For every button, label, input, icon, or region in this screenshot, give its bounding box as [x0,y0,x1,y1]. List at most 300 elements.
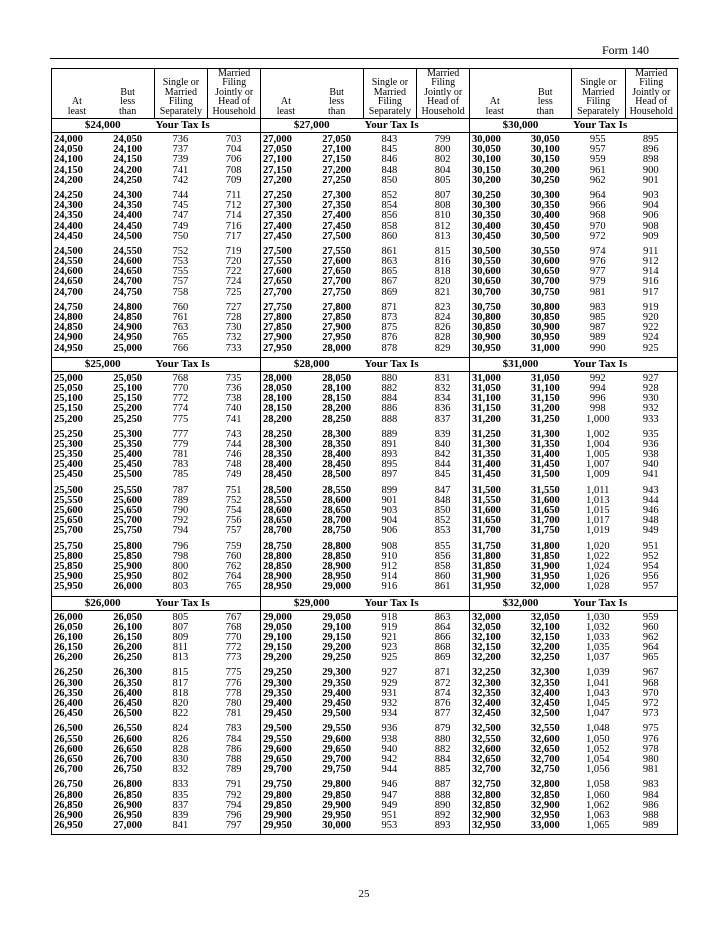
row-group [470,301,677,357]
but-less-than-value: 25,800 [113,540,143,552]
table-row [470,288,677,298]
joint-tax-value: 749 [225,469,242,481]
at-least-value: 27,900 [263,332,292,344]
joint-tax-value: 973 [642,708,659,720]
but-less-than-value: 31,350 [530,438,560,450]
joint-tax-value: 812 [434,220,451,232]
header-but-less-than: But less than [536,86,554,117]
but-less-than-value: 25,900 [113,560,143,572]
but-less-than-value: 26,750 [113,764,143,776]
at-least-value: 25,750 [54,540,83,552]
row-group [261,245,469,301]
at-least-value: 24,100 [54,154,83,166]
joint-tax-value: 876 [434,698,451,709]
but-less-than-value: 29,600 [322,733,352,745]
header-married-jointly-or-head: Married Filing Jointly or Head of Household [416,69,469,118]
joint-tax-value: 866 [434,631,451,643]
single-tax-value: 921 [381,631,398,643]
at-least-value: 31,750 [472,540,501,552]
your-tax-is-label: Your Tax Is [364,596,419,609]
but-less-than-value: 31,750 [530,525,560,537]
table-column-block [51,69,260,834]
but-less-than-value: 29,550 [322,723,352,735]
joint-tax-value: 980 [642,753,659,765]
but-less-than-value: 28,800 [322,540,352,552]
at-least-value: 26,050 [54,621,83,633]
single-tax-value: 1,037 [585,652,610,664]
single-tax-value: 845 [381,144,398,156]
table-row [470,470,677,480]
joint-tax-value: 845 [434,469,451,481]
but-less-than-value: 26,900 [113,799,143,811]
single-tax-value: 903 [381,505,398,516]
single-tax-value: 779 [172,438,189,450]
at-least-value: 25,600 [54,505,83,516]
but-less-than-value: 24,700 [113,276,143,288]
joint-tax-value: 925 [642,342,659,354]
table-row [261,415,469,425]
single-tax-value: 976 [589,256,606,268]
but-less-than-value: 24,950 [113,332,143,344]
at-least-value: 27,700 [263,286,292,298]
but-less-than-value: 25,750 [113,525,143,537]
at-least-value: 24,400 [54,220,83,232]
at-least-value: 24,850 [54,322,83,334]
single-tax-value: 817 [172,677,189,689]
but-less-than-value: 28,500 [322,469,352,481]
joint-tax-value: 756 [225,515,242,527]
single-tax-value: 1,022 [585,550,610,562]
table-row [261,344,469,354]
at-least-value: 30,050 [472,144,501,156]
but-less-than-value: 32,050 [530,611,560,623]
single-tax-value: 968 [589,210,606,222]
single-tax-value: 1,060 [585,789,610,801]
at-least-value: 32,700 [472,764,501,776]
joint-tax-value: 941 [642,469,659,481]
at-least-value: 28,500 [263,484,292,496]
at-least-value: 27,500 [263,245,292,257]
single-tax-value: 787 [172,484,189,496]
but-less-than-value: 31,650 [530,505,560,516]
single-tax-value: 908 [381,540,398,552]
single-tax-value: 785 [172,469,189,481]
but-less-than-value: 29,950 [322,809,352,821]
row-group [52,428,260,484]
single-tax-value: 765 [172,332,189,344]
at-least-value: 27,200 [263,174,292,186]
at-least-value: 30,700 [472,286,501,298]
joint-tax-value: 730 [225,322,242,334]
header-at-least: At least [485,96,504,117]
joint-tax-value: 831 [434,372,451,384]
joint-tax-value: 788 [225,753,242,765]
joint-tax-value: 743 [225,428,242,440]
joint-tax-value: 885 [434,764,451,776]
single-tax-value: 753 [172,256,189,268]
but-less-than-value: 29,250 [322,652,352,664]
joint-tax-value: 832 [434,382,451,394]
but-less-than-value: 30,700 [530,276,560,288]
joint-tax-value: 906 [642,210,659,222]
joint-tax-value: 850 [434,505,451,516]
at-least-value: 29,500 [263,723,292,735]
joint-tax-value: 967 [642,667,659,679]
at-least-value: 29,600 [263,743,292,755]
single-tax-value: 747 [172,210,189,222]
but-less-than-value: 30,450 [530,220,560,232]
row-group [470,666,677,722]
single-tax-value: 1,028 [585,581,610,593]
single-tax-value: 904 [381,515,398,527]
at-least-value: 25,150 [54,403,83,415]
at-least-value: 32,400 [472,698,501,709]
bracket-amount: $26,000 [84,596,121,609]
single-tax-value: 741 [172,164,189,176]
at-least-value: 24,550 [54,256,83,268]
at-least-value: 28,850 [263,560,292,572]
at-least-value: 27,800 [263,312,292,323]
but-less-than-value: 31,500 [530,469,560,481]
joint-tax-value: 948 [642,515,659,527]
joint-tax-value: 903 [642,189,659,201]
at-least-value: 27,250 [263,189,292,201]
but-less-than-value: 26,300 [113,667,143,679]
joint-tax-value: 748 [225,459,242,471]
but-less-than-value: 30,400 [530,210,560,222]
but-less-than-value: 31,050 [530,372,560,384]
joint-tax-value: 922 [642,322,659,334]
single-tax-value: 1,000 [585,413,610,425]
at-least-value: 30,200 [472,174,501,186]
joint-tax-value: 759 [225,540,242,552]
single-tax-value: 818 [172,687,189,699]
at-least-value: 26,400 [54,698,83,709]
at-least-value: 31,550 [472,494,501,506]
single-tax-value: 1,039 [585,667,610,679]
table-row [261,582,469,592]
but-less-than-value: 27,400 [322,210,352,222]
single-tax-value: 1,017 [585,515,610,527]
single-tax-value: 873 [381,312,398,323]
at-least-value: 25,050 [54,382,83,394]
single-tax-value: 985 [589,312,606,323]
but-less-than-value: 32,500 [530,708,560,720]
single-tax-value: 1,033 [585,631,610,643]
joint-tax-value: 712 [225,200,242,212]
but-less-than-value: 28,450 [322,459,352,471]
single-tax-value: 994 [589,382,606,394]
joint-tax-value: 828 [434,332,451,344]
header-but-less-than: But less than [328,86,346,117]
single-tax-value: 858 [381,220,398,232]
at-least-value: 28,100 [263,393,292,405]
joint-tax-value: 983 [642,779,659,791]
joint-tax-value: 703 [225,134,242,145]
at-least-value: 30,150 [472,164,501,176]
at-least-value: 29,450 [263,708,292,720]
at-least-value: 26,550 [54,733,83,745]
at-least-value: 30,450 [472,230,501,242]
single-tax-value: 899 [381,484,398,496]
at-least-value: 26,500 [54,723,83,735]
single-tax-value: 815 [172,667,189,679]
header-married-jointly-or-head: Married Filing Jointly or Head of Household [207,69,260,118]
at-least-value: 26,850 [54,799,83,811]
but-less-than-value: 29,000 [322,581,352,593]
single-tax-value: 946 [381,779,398,791]
single-tax-value: 1,030 [585,611,610,623]
at-least-value: 25,550 [54,494,83,506]
joint-tax-value: 725 [225,286,242,298]
bracket-amount: $31,000 [502,357,539,370]
at-least-value: 30,750 [472,301,501,313]
at-least-value: 28,250 [263,428,292,440]
joint-tax-value: 911 [643,245,659,257]
at-least-value: 30,950 [472,342,501,354]
at-least-value: 29,900 [263,809,292,821]
but-less-than-value: 32,000 [530,581,560,593]
table-row [52,582,260,592]
but-less-than-value: 32,700 [530,753,560,765]
but-less-than-value: 26,600 [113,733,143,745]
table-row [261,765,469,775]
joint-tax-value: 768 [225,621,242,633]
your-tax-is-label: Your Tax Is [155,596,210,609]
single-tax-value: 739 [172,154,189,166]
but-less-than-value: 31,250 [530,413,560,425]
header-at-least: At least [67,96,87,117]
row-group [52,372,260,428]
row-group [261,484,469,540]
joint-tax-value: 796 [225,809,242,821]
single-tax-value: 841 [172,820,189,832]
single-tax-value: 962 [589,174,606,186]
but-less-than-value: 28,300 [322,428,352,440]
table-row [470,526,677,536]
joint-tax-value: 893 [434,820,451,832]
single-tax-value: 970 [589,220,606,232]
but-less-than-value: 30,350 [530,200,560,212]
but-less-than-value: 24,450 [113,220,143,232]
joint-tax-value: 757 [225,525,242,537]
but-less-than-value: 27,250 [322,174,352,186]
joint-tax-value: 821 [434,286,451,298]
joint-tax-value: 956 [642,571,659,583]
at-least-value: 24,750 [54,301,83,313]
but-less-than-value: 25,000 [113,342,143,354]
single-tax-value: 932 [381,698,398,709]
but-less-than-value: 30,050 [530,134,560,145]
single-tax-value: 752 [172,245,189,257]
bracket-header [261,119,469,133]
but-less-than-value: 25,200 [113,403,143,415]
at-least-value: 28,700 [263,525,292,537]
at-least-value: 32,550 [472,733,501,745]
joint-tax-value: 869 [434,652,451,664]
at-least-value: 32,200 [472,652,501,664]
but-less-than-value: 31,600 [530,494,560,506]
row-group [52,301,260,357]
but-less-than-value: 26,550 [113,723,143,735]
at-least-value: 29,800 [263,789,292,801]
single-tax-value: 972 [589,230,606,242]
joint-tax-value: 724 [225,276,242,288]
but-less-than-value: 28,250 [322,413,352,425]
at-least-value: 32,500 [472,723,501,735]
but-less-than-value: 24,200 [113,164,143,176]
single-tax-value: 839 [172,809,189,821]
single-tax-value: 1,065 [585,820,610,832]
joint-tax-value: 797 [225,820,242,832]
row-group [261,722,469,778]
joint-tax-value: 829 [434,342,451,354]
joint-tax-value: 919 [642,301,659,313]
but-less-than-value: 26,000 [113,581,143,593]
at-least-value: 25,950 [54,581,83,593]
joint-tax-value: 799 [434,134,451,145]
but-less-than-value: 26,450 [113,698,143,709]
but-less-than-value: 33,000 [530,820,560,832]
joint-tax-value: 823 [434,301,451,313]
at-least-value: 32,150 [472,642,501,654]
single-tax-value: 861 [381,245,398,257]
at-least-value: 24,050 [54,144,83,156]
joint-tax-value: 762 [225,560,242,572]
table-row [261,526,469,536]
single-tax-value: 758 [172,286,189,298]
single-tax-value: 955 [589,134,606,145]
but-less-than-value: 31,300 [530,428,560,440]
joint-tax-value: 816 [434,256,451,268]
at-least-value: 31,950 [472,581,501,593]
but-less-than-value: 29,100 [322,621,352,633]
single-tax-value: 1,026 [585,571,610,583]
joint-tax-value: 735 [225,372,242,384]
joint-tax-value: 927 [642,372,659,384]
at-least-value: 32,450 [472,708,501,720]
but-less-than-value: 24,900 [113,322,143,334]
single-tax-value: 893 [381,449,398,461]
single-tax-value: 867 [381,276,398,288]
but-less-than-value: 27,750 [322,286,352,298]
joint-tax-value: 802 [434,154,451,166]
single-tax-value: 1,007 [585,459,610,471]
but-less-than-value: 26,650 [113,743,143,755]
table-row [470,780,677,790]
but-less-than-value: 24,400 [113,210,143,222]
table-row [52,232,260,242]
joint-tax-value: 794 [225,799,242,811]
but-less-than-value: 30,750 [530,286,560,298]
at-least-value: 27,950 [263,342,292,354]
single-tax-value: 770 [172,382,189,394]
but-less-than-value: 28,050 [322,372,352,384]
but-less-than-value: 27,300 [322,189,352,201]
at-least-value: 28,650 [263,515,292,527]
joint-tax-value: 856 [434,550,451,562]
but-less-than-value: 25,450 [113,459,143,471]
joint-tax-value: 890 [434,799,451,811]
at-least-value: 32,300 [472,677,501,689]
joint-tax-value: 916 [642,276,659,288]
joint-tax-value: 706 [225,154,242,166]
joint-tax-value: 909 [642,230,659,242]
joint-tax-value: 792 [225,789,242,801]
joint-tax-value: 740 [225,403,242,415]
at-least-value: 26,250 [54,667,83,679]
single-tax-value: 860 [381,230,398,242]
joint-tax-value: 928 [642,382,659,394]
but-less-than-value: 26,800 [113,779,143,791]
table-row [52,526,260,536]
but-less-than-value: 27,700 [322,276,352,288]
joint-tax-value: 770 [225,631,242,643]
but-less-than-value: 27,650 [322,266,352,278]
joint-tax-value: 968 [642,677,659,689]
but-less-than-value: 32,200 [530,642,560,654]
single-tax-value: 863 [381,256,398,268]
but-less-than-value: 32,100 [530,621,560,633]
but-less-than-value: 26,700 [113,753,143,765]
single-tax-value: 1,056 [585,764,610,776]
at-least-value: 26,300 [54,677,83,689]
but-less-than-value: 28,100 [322,382,352,394]
single-tax-value: 852 [381,189,398,201]
joint-tax-value: 752 [225,494,242,506]
at-least-value: 31,000 [472,372,501,384]
at-least-value: 26,800 [54,789,83,801]
but-less-than-value: 31,400 [530,449,560,461]
at-least-value: 31,900 [472,571,501,583]
row-group [52,666,260,722]
table-row [52,780,260,790]
row-group [52,611,260,667]
but-less-than-value: 24,050 [113,134,143,145]
row-group [470,372,677,428]
but-less-than-value: 32,400 [530,687,560,699]
but-less-than-value: 31,850 [530,550,560,562]
at-least-value: 27,100 [263,154,292,166]
table-row [52,765,260,775]
joint-tax-value: 709 [225,174,242,186]
at-least-value: 30,350 [472,210,501,222]
single-tax-value: 1,041 [585,677,610,689]
joint-tax-value: 732 [225,332,242,344]
at-least-value: 24,150 [54,164,83,176]
single-tax-value: 992 [589,372,606,384]
but-less-than-value: 24,600 [113,256,143,268]
at-least-value: 31,250 [472,428,501,440]
table-row [261,176,469,186]
single-tax-value: 977 [589,266,606,278]
at-least-value: 31,150 [472,403,501,415]
joint-tax-value: 826 [434,322,451,334]
bracket-header [52,357,260,372]
joint-tax-value: 970 [642,687,659,699]
joint-tax-value: 805 [434,174,451,186]
but-less-than-value: 30,150 [530,154,560,166]
but-less-than-value: 30,600 [530,256,560,268]
row-group [470,722,677,778]
joint-tax-value: 839 [434,428,451,440]
but-less-than-value: 31,700 [530,515,560,527]
joint-tax-value: 988 [642,809,659,821]
but-less-than-value: 26,950 [113,809,143,821]
table-column-block [469,69,678,834]
row-group [470,484,677,540]
but-less-than-value: 29,350 [322,677,352,689]
